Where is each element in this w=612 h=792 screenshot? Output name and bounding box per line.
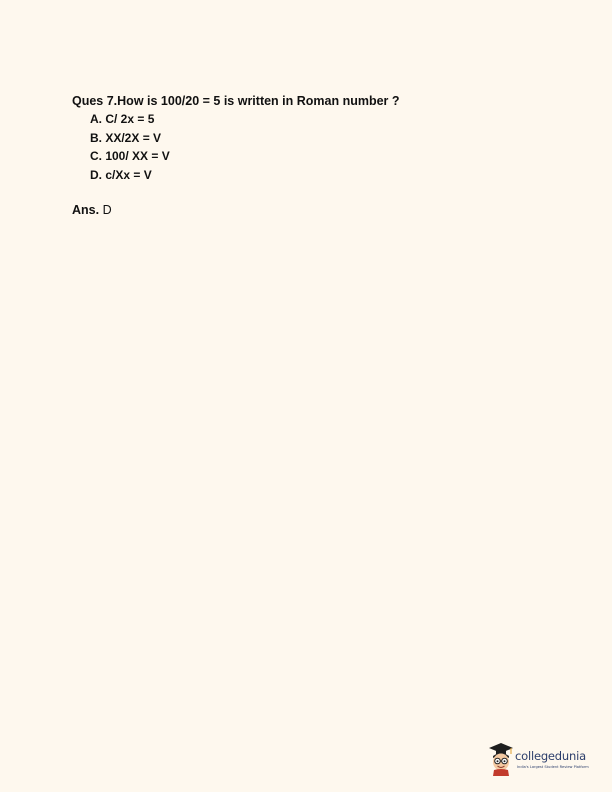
brand-logo [488,742,592,778]
option-c: C. 100/ XX = V [90,149,170,163]
option-d: D. c/Xx = V [90,167,152,182]
brand-name: collegedunia [515,749,586,763]
question-block [72,92,552,184]
question-text: Ques 7.How is 100/20 = 5 is written in Roman number ? [72,94,400,108]
mascot-icon [488,742,514,776]
option-a: A. C/ 2x = 5 [90,112,155,126]
answer-value: D [102,203,112,217]
answer-label: Ans. [72,203,100,217]
options-list [72,110,552,184]
brand-tagline: India's Largest Student Review Platform [517,765,589,769]
answer [72,202,112,218]
option-b: B. XX/2X = V [90,130,162,145]
